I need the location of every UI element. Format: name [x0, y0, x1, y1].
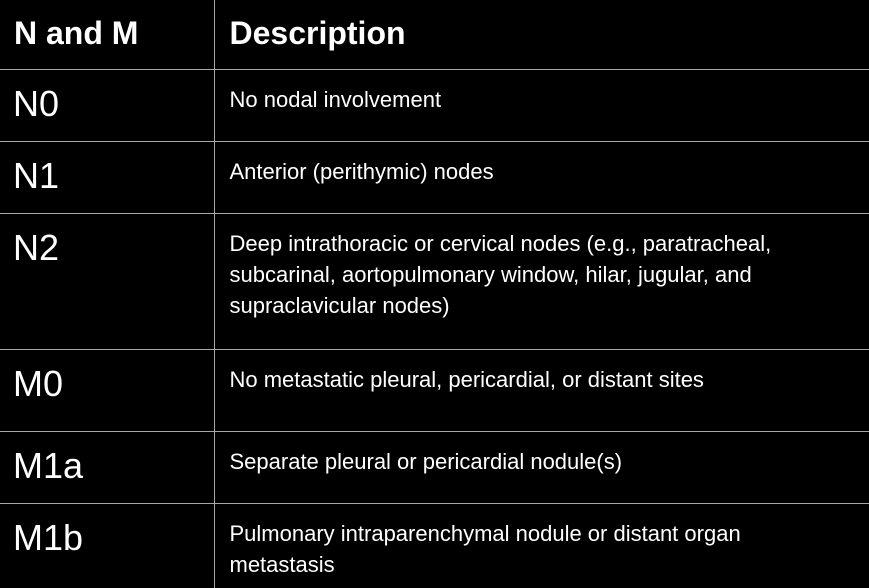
row-description: Pulmonary intraparenchymal nodule or distant organ metastasis: [214, 503, 869, 588]
row-code: M1b: [0, 503, 214, 588]
row-description: No metastatic pleural, pericardial, or distant sites: [214, 349, 869, 431]
row-code: M0: [0, 349, 214, 431]
table-row: [0, 431, 869, 503]
row-description: Separate pleural or pericardial nodule(s): [214, 431, 869, 503]
row-code: N0: [0, 69, 214, 141]
header-row: [0, 0, 869, 69]
row-code: N2: [0, 213, 214, 349]
column-header-description: Description: [214, 0, 869, 69]
row-code: N1: [0, 141, 214, 213]
table-row: [0, 349, 869, 431]
row-description: Deep intrathoracic or cervical nodes (e.g., paratracheal, subcarinal, aortopulmonary window, hilar, jugular, and supraclavicular nodes): [214, 213, 869, 349]
table-row: [0, 503, 869, 588]
table-row: [0, 141, 869, 213]
row-description: No nodal involvement: [214, 69, 869, 141]
table-row: [0, 69, 869, 141]
column-header-code: N and M: [0, 0, 214, 69]
row-code: M1a: [0, 431, 214, 503]
row-description: Anterior (perithymic) nodes: [214, 141, 869, 213]
table-row: [0, 213, 869, 349]
